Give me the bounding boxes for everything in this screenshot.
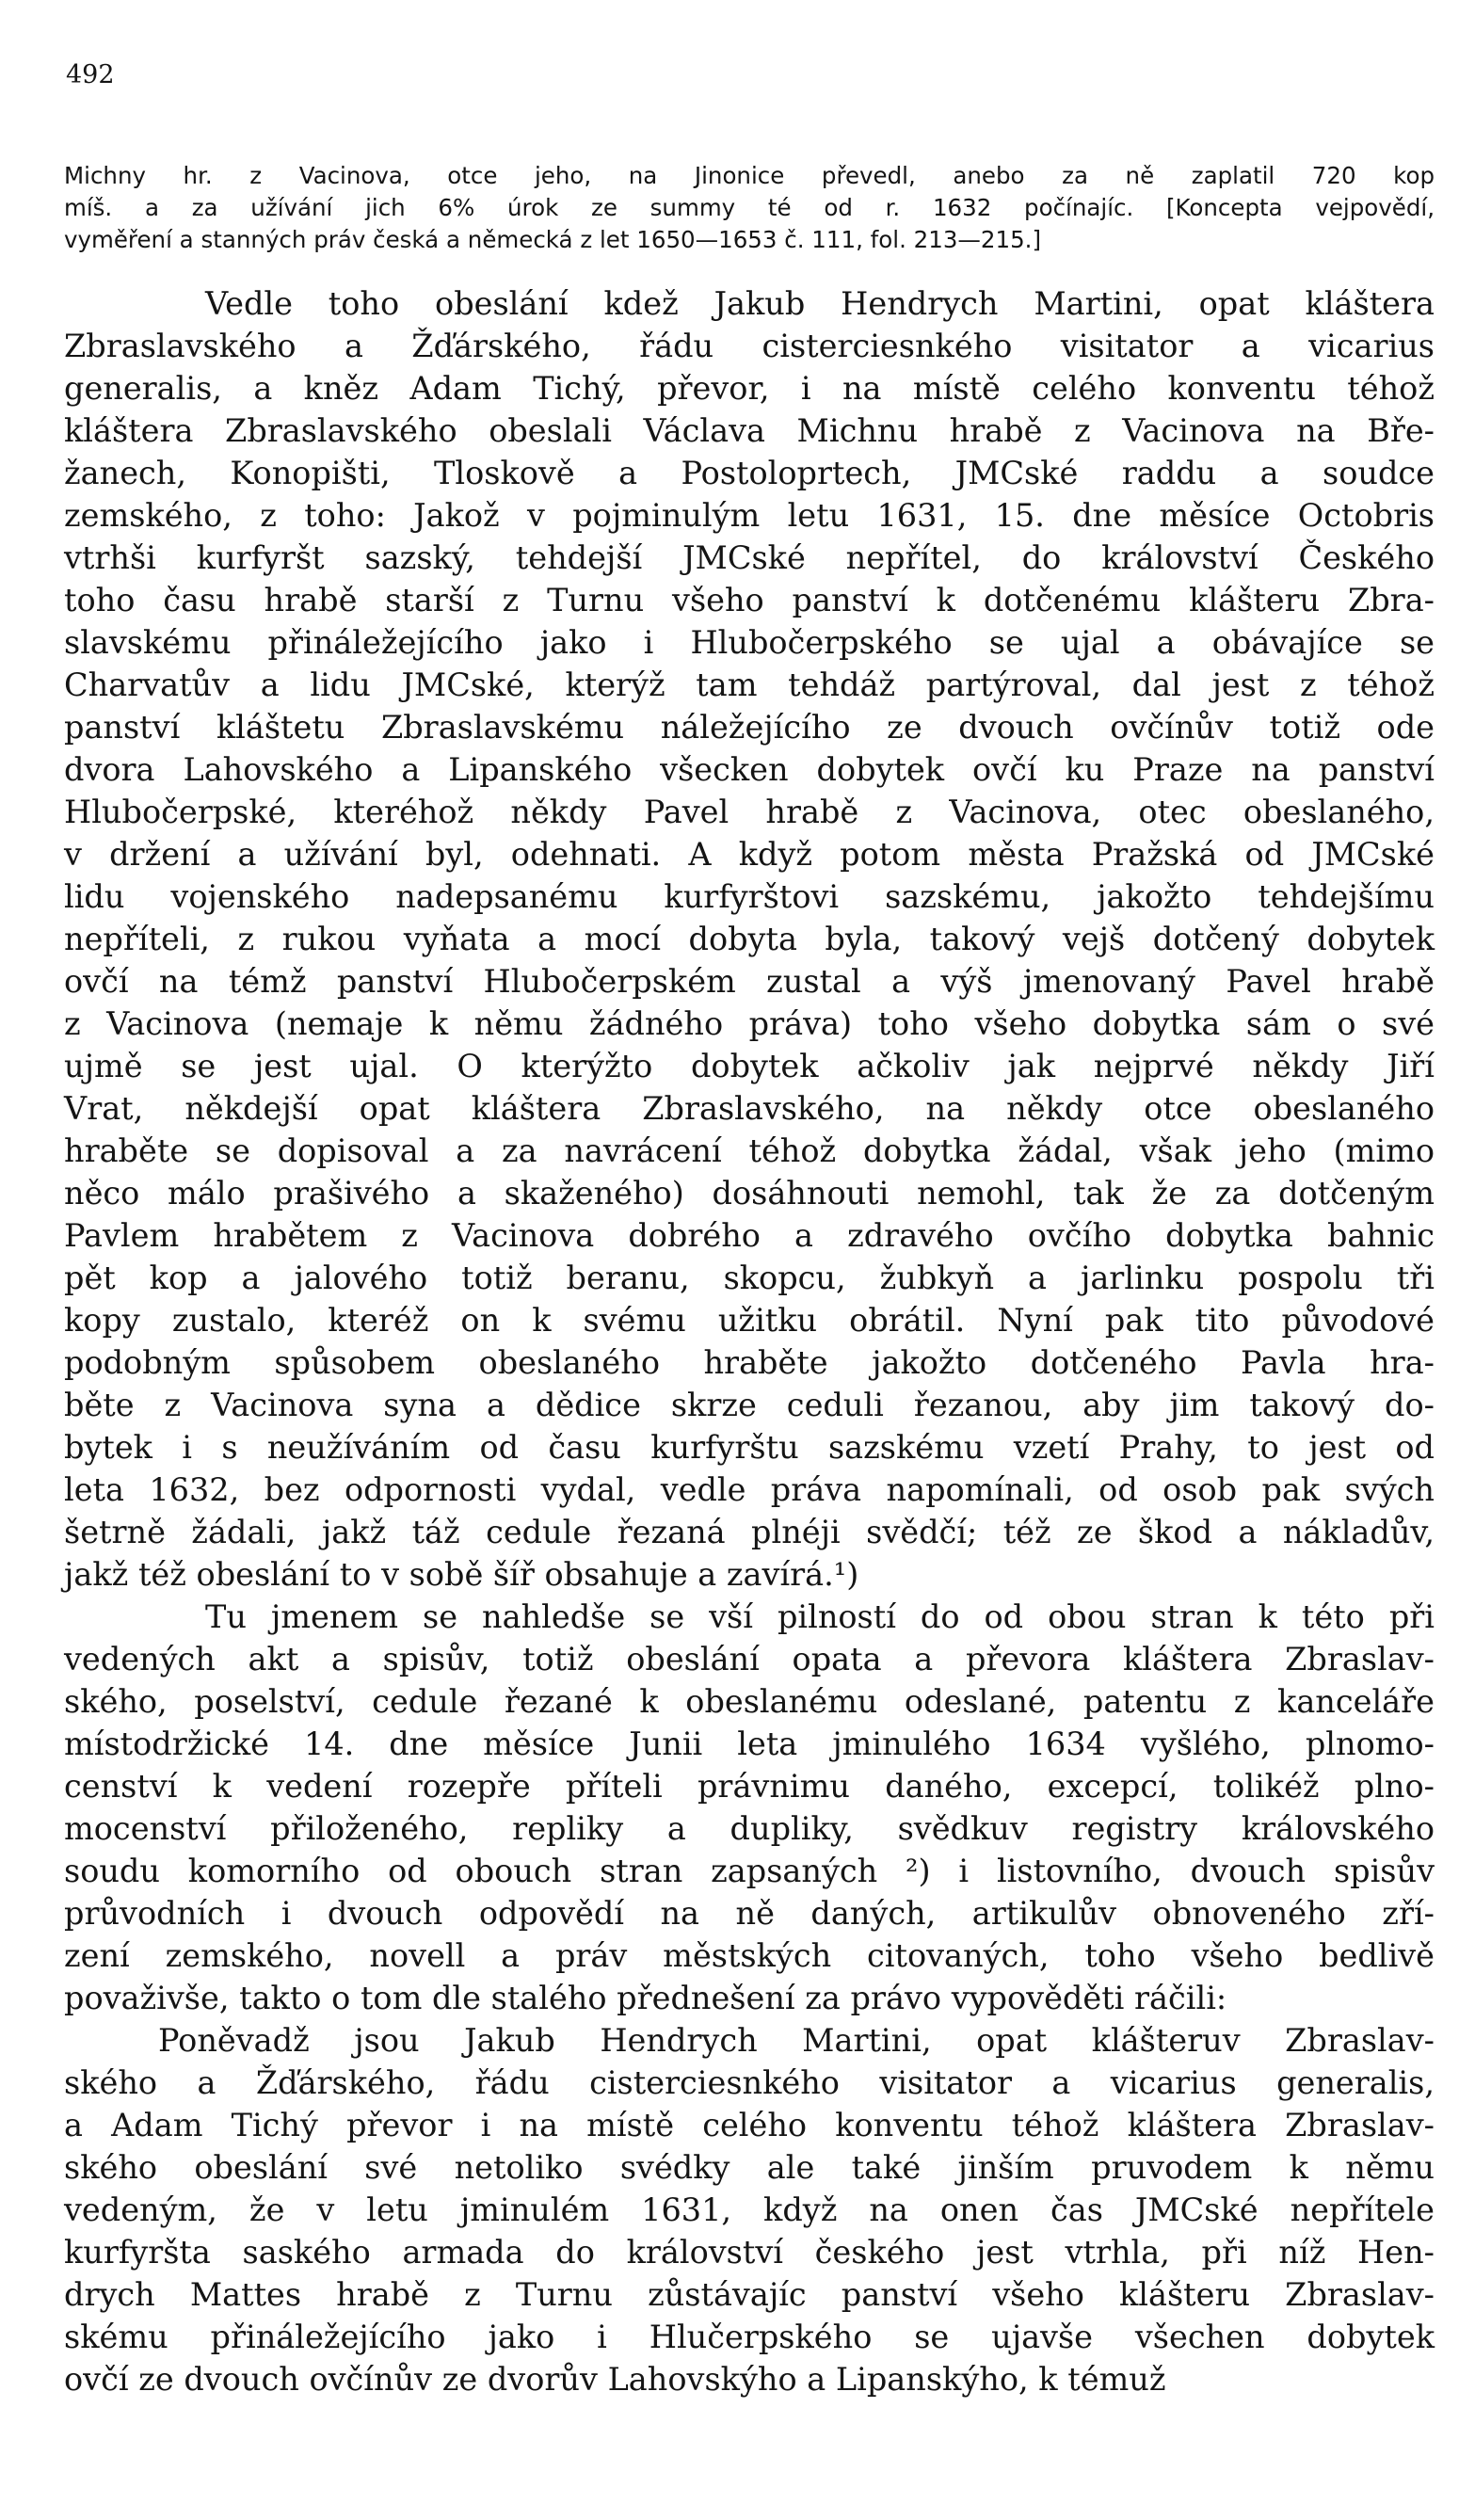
body-text-line: vtrhši kurfyršt sazský, tehdejší JMCské nepřítel, do království Českého (64, 539, 1435, 576)
body-text-line: běte z Vacinova syna a dědice skrze ceduli řezanou, aby jim takový do- (64, 1387, 1435, 1423)
body-text-line: Pavlem hrabětem z Vacinova dobrého a zdravého ovčího dobytka bahnic (64, 1217, 1435, 1254)
footnote-line: vyměření a stanných práv česká a německá z let 1650—1653 č. 111, fol. 213—215.] (64, 226, 1042, 253)
body-text-line: a Adam Tichý převor i na místě celého konventu téhož kláštera Zbraslav- (64, 2107, 1435, 2143)
body-text-line: ského a Žďárského, řádu cisterciesnkého visitator a vicarius generalis, (64, 2064, 1435, 2101)
body-text-line: ovčí ze dvouch ovčínův ze dvorův Lahovskýho a Lipanskýho, k témuž (64, 2361, 1166, 2398)
body-text-line: toho času hrabě starší z Turnu všeho panství k dotčenému klášteru Zbra- (64, 582, 1435, 618)
body-text-line: ského obeslání své netoliko svédky ale také jinším pruvodem k němu (64, 2149, 1435, 2186)
footnote-line: Michny hr. z Vacinova, otce jeho, na Jinonice převedl, anebo za ně zaplatil 720 kop (64, 162, 1435, 189)
body-text-line: generalis, a kněz Adam Tichý, převor, i na místě celého konventu téhož (64, 370, 1435, 407)
body-text-line: považivše, takto o tom dle stalého přednešení za právo vypověděti ráčili: (64, 1980, 1227, 2016)
body-text-line: leta 1632, bez odpornosti vydal, vedle práva napomínali, od osob pak svých (64, 1471, 1435, 1508)
body-text-line: zemského, z toho: Jakož v pojminulým letu 1631, 15. dne měsíce Octobris (64, 497, 1435, 534)
body-text-line: slavskému přináležejícího jako i Hlubočerpského se ujal a obávajíce se (64, 624, 1435, 661)
body-text-line: místodržické 14. dne měsíce Junii leta jminulého 1634 vyšlého, plnomo- (64, 1725, 1435, 1762)
body-text-line: Vedle toho obeslání kdež Jakub Hendrych Martini, opat kláštera (205, 285, 1435, 322)
body-text-line: dvora Lahovského a Lipanského všecken dobytek ovčí ku Praze na panství (64, 751, 1435, 788)
body-text-line: žanech, Konopišti, Tloskově a Postoloprtech, JMCské raddu a soudce (64, 455, 1435, 491)
body-text-line: Poněvadž jsou Jakub Hendrych Martini, opat klášteruv Zbraslav- (158, 2022, 1435, 2059)
body-text-line: hraběte se dopisoval a za navrácení téhož dobytka žádal, však jeho (mimo (64, 1132, 1435, 1169)
body-text-line: něco málo prašivého a skaženého) dosáhnouti nemohl, tak že za dotčeným (64, 1175, 1435, 1212)
body-text-line: pět kop a jalového totiž beranu, skopcu, žubkyň a jarlinku pospolu tři (64, 1260, 1435, 1296)
body-text-line: Charvatův a lidu JMCské, kterýž tam tehdáž partýroval, dal jest z téhož (64, 666, 1435, 703)
body-text-line: jakž též obeslání to v sobě šíř obsahuje a zavírá.¹) (64, 1556, 859, 1593)
body-text-line: šetrně žádali, jakž táž cedule řezaná plnéji svědčí; též ze škod a nákladův, (64, 1514, 1435, 1550)
body-text-line: skému přináležejícího jako i Hlučerpského se ujavše všechen dobytek (64, 2319, 1435, 2355)
footnote-block (64, 160, 1435, 256)
main-text (64, 282, 1435, 2400)
body-text-line: v držení a užívání byl, odehnati. A když potom města Pražská od JMCské (64, 836, 1435, 873)
body-text-line: mocenství přiloženého, repliky a dupliky, svědkuv registry královského (64, 1810, 1435, 1847)
body-text-line: bytek i s neužíváním od času kurfyrštu sazskému vzetí Prahy, to jest od (64, 1429, 1435, 1466)
body-text-line: Zbraslavského a Žďárského, řádu cisterciesnkého visitator a vicarius (64, 328, 1435, 364)
body-text-line: kopy zustalo, kteréž on k svému užitku obrátil. Nyní pak tito původové (64, 1302, 1435, 1339)
body-text-line: Vrat, někdejší opat kláštera Zbraslavského, na někdy otce obeslaného (64, 1090, 1435, 1127)
body-text-line: kurfyršta saského armada do království českého jest vtrhla, při níž Hen- (64, 2234, 1435, 2271)
body-text-line: vedených akt a spisův, totiž obeslání opata a převora kláštera Zbraslav- (64, 1641, 1435, 1677)
footnote-line: míš. a za užívání jich 6% úrok ze summy té od r. 1632 počínajíc. [Koncepta vejpovědí, (64, 194, 1435, 221)
body-text-line: zení zemského, novell a práv městských citovaných, toho všeho bedlivě (64, 1937, 1435, 1974)
body-text-line: kláštera Zbraslavského obeslali Václava Michnu hrabě z Vacinova na Bře- (64, 412, 1435, 449)
body-text-line: ovčí na témž panství Hlubočerpském zustal a výš jmenovaný Pavel hrabě (64, 963, 1435, 1000)
body-text-line: Hlubočerpské, kteréhož někdy Pavel hrabě z Vacinova, otec obeslaného, (64, 794, 1435, 830)
body-text-line: nepříteli, z rukou vyňata a mocí dobyta byla, takový vejš dotčený dobytek (64, 921, 1435, 957)
page-number: 492 (66, 60, 115, 89)
body-text-line: drych Mattes hrabě z Turnu zůstávajíc panství všeho klášteru Zbraslav- (64, 2276, 1435, 2313)
body-text-line: cenství k vedení rozepře příteli právnimu daného, excepcí, tolikéž plno- (64, 1768, 1435, 1805)
body-text-line: z Vacinova (nemaje k němu žádného práva) toho všeho dobytka sám o své (64, 1005, 1435, 1042)
body-text-line: vedeným, že v letu jminulém 1631, když na onen čas JMCské nepřítele (64, 2191, 1435, 2228)
body-text-line: Tu jmenem se nahledše se vší pilností do od obou stran k této při (205, 1598, 1435, 1635)
body-text-line: ského, poselství, cedule řezané k obeslanému odeslané, patentu z kanceláře (64, 1683, 1435, 1720)
body-text-line: podobným spůsobem obeslaného hraběte jakožto dotčeného Pavla hra- (64, 1344, 1435, 1381)
body-text-line: ujmě se jest ujal. O kterýžto dobytek ačkoliv jak nejprvé někdy Jiří (64, 1048, 1435, 1084)
body-text-line: soudu komorního od obouch stran zapsaných ²) i listovního, dvouch spisův (64, 1853, 1435, 1889)
body-text-line: lidu vojenského nadepsanému kurfyrštovi sazskému, jakožto tehdejšímu (64, 878, 1435, 915)
body-text-line: panství kláštetu Zbraslavskému náležejícího ze dvouch ovčínův totiž ode (64, 709, 1435, 746)
body-text-line: průvodních i dvouch odpovědí na ně daných, artikulův obnoveného zří- (64, 1895, 1435, 1932)
